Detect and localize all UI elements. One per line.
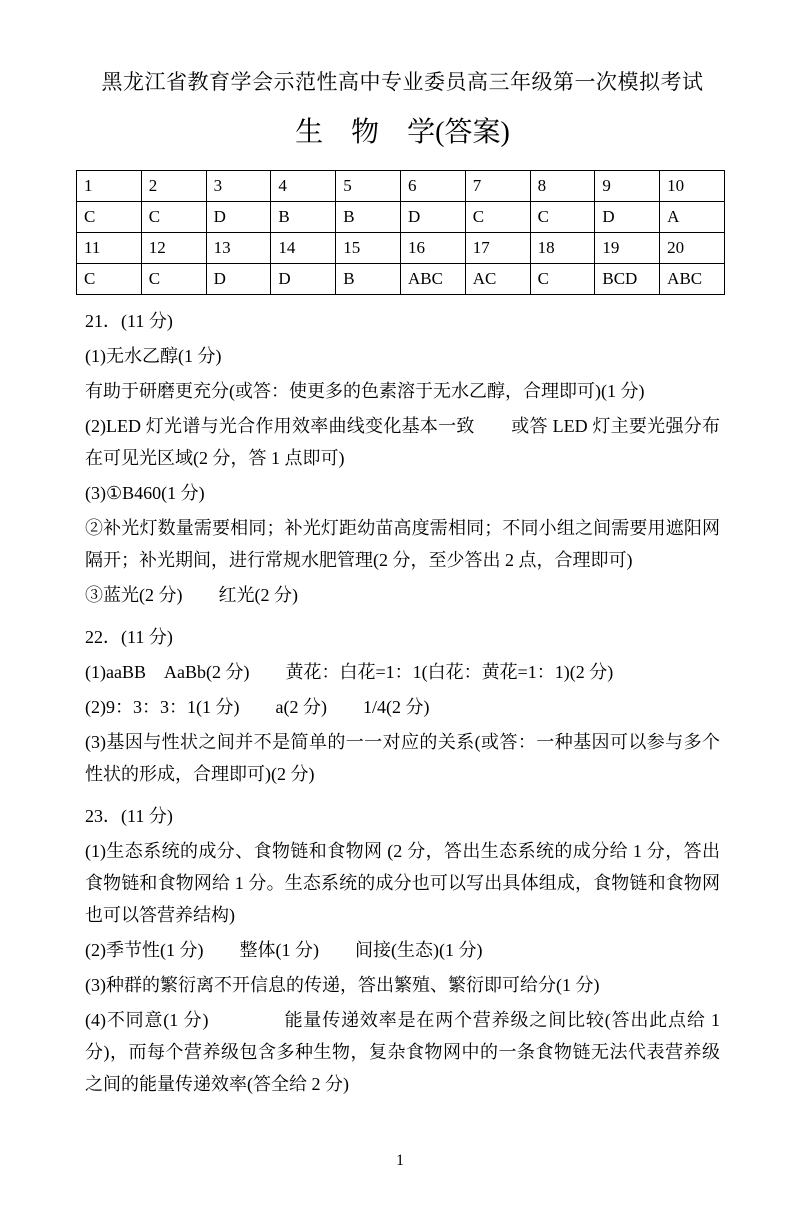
answer-paragraph: (1)aaBB AaBb(2 分) 黄花：白花=1：1(白花：黄花=1：1)(2 分) bbox=[85, 662, 614, 682]
question-number-cell: 7 bbox=[465, 171, 530, 202]
question-heading: 22．(11 分) bbox=[85, 627, 173, 647]
answer-cell: C bbox=[530, 202, 595, 233]
page-number: 1 bbox=[396, 1152, 404, 1169]
answer-paragraph: (2)LED 灯光谱与光合作用效率曲线变化基本一致 或答 LED 灯主要光强分布在可见光区域(2 分，答 1 点即可) bbox=[85, 416, 720, 468]
question-heading: 23．(11 分) bbox=[85, 806, 173, 826]
question-number-cell: 15 bbox=[336, 233, 401, 264]
question-number-cell: 11 bbox=[77, 233, 142, 264]
answer-row bbox=[77, 264, 725, 295]
answer-cell: C bbox=[141, 264, 206, 295]
answer-cell: D bbox=[206, 202, 271, 233]
answer-cell: D bbox=[595, 202, 660, 233]
answer-table-body bbox=[77, 171, 725, 295]
answer-cell: ABC bbox=[400, 264, 465, 295]
answer-paragraph: (2)季节性(1 分) 整体(1 分) 间接(生态)(1 分) bbox=[85, 940, 483, 960]
answer-cell: C bbox=[141, 202, 206, 233]
answer-cell: B bbox=[336, 202, 401, 233]
question-number-cell: 19 bbox=[595, 233, 660, 264]
answer-cell: BCD bbox=[595, 264, 660, 295]
answer-cell: ABC bbox=[660, 264, 725, 295]
question-number-cell: 8 bbox=[530, 171, 595, 202]
question-number-cell: 1 bbox=[77, 171, 142, 202]
question-heading: 21．(11 分) bbox=[85, 311, 173, 331]
answer-cell: D bbox=[206, 264, 271, 295]
question-number-cell: 14 bbox=[271, 233, 336, 264]
question-number-row bbox=[77, 171, 725, 202]
answer-cell: D bbox=[271, 264, 336, 295]
answer-paragraph: ③蓝光(2 分) 红光(2 分) bbox=[85, 585, 298, 605]
answer-cell: D bbox=[400, 202, 465, 233]
question-number-cell: 17 bbox=[465, 233, 530, 264]
answer-cell: B bbox=[336, 264, 401, 295]
answer-cell: A bbox=[660, 202, 725, 233]
answer-cell: C bbox=[530, 264, 595, 295]
question-number-cell: 2 bbox=[141, 171, 206, 202]
answer-cell: AC bbox=[465, 264, 530, 295]
answer-cell: C bbox=[77, 264, 142, 295]
answer-paragraph: (3)基因与性状之间并不是简单的一一对应的关系(或答：一种基因可以参与多个性状的形成，合理即可)(2 分) bbox=[85, 732, 720, 784]
question-number-cell: 3 bbox=[206, 171, 271, 202]
answer-cell: C bbox=[77, 202, 142, 233]
question-number-cell: 10 bbox=[660, 171, 725, 202]
answer-row bbox=[77, 202, 725, 233]
answer-paragraph: (3)①B460(1 分) bbox=[85, 483, 205, 503]
answer-paragraph: 有助于研磨更充分(或答：使更多的色素溶于无水乙醇，合理即可)(1 分) bbox=[85, 381, 645, 401]
answer-cell: B bbox=[271, 202, 336, 233]
question-number-cell: 12 bbox=[141, 233, 206, 264]
question-number-row bbox=[77, 233, 725, 264]
exam-header: 黑龙江省教育学会示范性高中专业委员高三年级第一次模拟考试 bbox=[101, 70, 704, 94]
answer-paragraph: ②补光灯数量需要相同；补光灯距幼苗高度需相同；不同小组之间需要用遮阳网隔开；补光期间，进行常规水肥管理(2 分，至少答出 2 点，合理即可) bbox=[85, 518, 720, 570]
question-number-cell: 4 bbox=[271, 171, 336, 202]
answer-cell: C bbox=[465, 202, 530, 233]
question-number-cell: 6 bbox=[400, 171, 465, 202]
answer-paragraph: (3)种群的繁衍离不开信息的传递，答出繁殖、繁衍即可给分(1 分) bbox=[85, 975, 600, 995]
question-number-cell: 5 bbox=[336, 171, 401, 202]
page-title: 生 物 学(答案) bbox=[295, 117, 510, 148]
answer-paragraph: (1)无水乙醇(1 分) bbox=[85, 346, 222, 366]
question-number-cell: 18 bbox=[530, 233, 595, 264]
answer-paragraph: (4)不同意(1 分) 能量传递效率是在两个营养级之间比较(答出此点给 1 分)，而每个营养级包含多种生物，复杂食物网中的一条食物链无法代表营养级之间的能量传递效率(答全给 2 分) bbox=[85, 1010, 720, 1094]
question-number-cell: 16 bbox=[400, 233, 465, 264]
answer-paragraph: (2)9：3：3：1(1 分) a(2 分) 1/4(2 分) bbox=[85, 697, 430, 717]
answer-paragraph: (1)生态系统的成分、食物链和食物网 (2 分，答出生态系统的成分给 1 分，答出食物链和食物网给 1 分。生态系统的成分也可以写出具体组成，食物链和食物网也可以答营养结构) bbox=[85, 841, 720, 925]
answer-table bbox=[76, 170, 725, 295]
question-number-cell: 20 bbox=[660, 233, 725, 264]
question-number-cell: 13 bbox=[206, 233, 271, 264]
answer-body bbox=[85, 305, 720, 1100]
question-number-cell: 9 bbox=[595, 171, 660, 202]
